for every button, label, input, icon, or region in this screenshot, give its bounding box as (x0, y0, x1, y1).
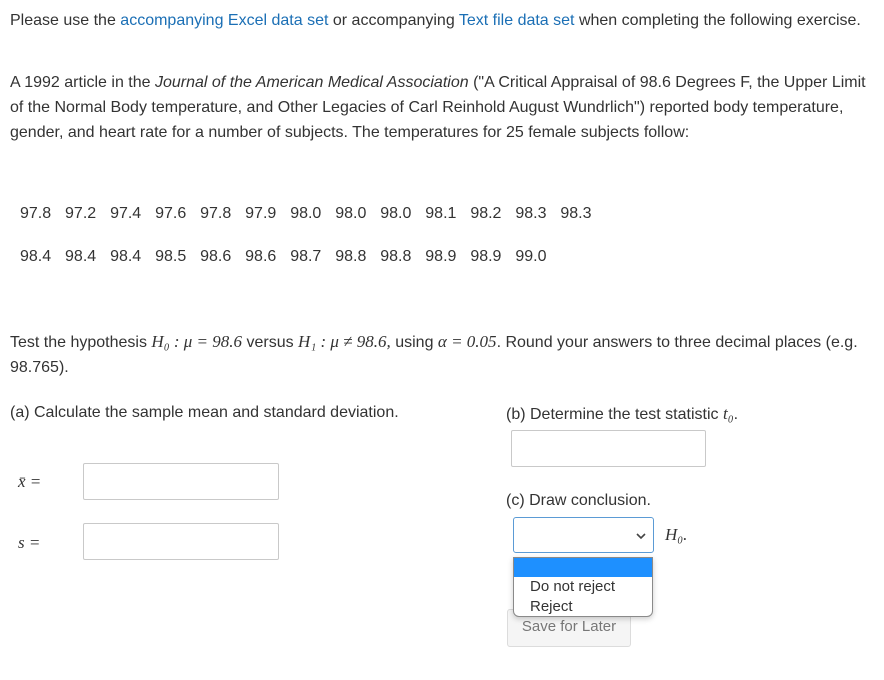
conclusion-select[interactable] (513, 517, 654, 553)
temperature-value: 98.4 (65, 248, 97, 265)
test-statistic-symbol: t₀ (722, 404, 734, 423)
s-label: s = (18, 533, 41, 552)
part-a-label: (a) Calculate the sample mean and standard deviation. (10, 404, 399, 421)
temperature-value: 98.4 (110, 248, 142, 265)
xbar-label: x̄ = (18, 472, 42, 491)
temperature-value: 98.0 (335, 205, 367, 222)
temperature-value: 98.6 (245, 248, 277, 265)
temperature-value: 97.8 (20, 205, 52, 222)
temperature-value: 97.6 (155, 205, 187, 222)
save-for-later-button[interactable]: Save for Later (507, 609, 631, 647)
problem-text-rest: ("A Critical Appraisal of 98.6 Degrees F, the Upper Limit of the Normal Body temperature, and Other Legacies of Carl Reinhold August Wundrlich") reported body temperature, gender, and heart rate for a number of subjects. The temperatures for 25 female subjects follow: (10, 74, 866, 141)
part-b-text: (b) Determine the test statistic (506, 406, 723, 423)
test-statistic-input[interactable] (511, 430, 706, 467)
hypothesis-text: Test the hypothesis (10, 334, 152, 351)
hypothesis-using: using (390, 334, 438, 351)
temperature-value: 97.4 (110, 205, 142, 222)
temperature-value: 98.2 (470, 205, 502, 222)
problem-paragraph (10, 70, 872, 145)
temperature-value: 98.9 (470, 248, 502, 265)
part-b-period: . (733, 406, 739, 423)
std-dev-input[interactable] (83, 523, 279, 560)
chevron-down-icon (636, 532, 646, 540)
data-row-2 (20, 248, 560, 266)
journal-name: Journal of the American Medical Association (154, 74, 469, 91)
problem-text-start: A 1992 article in the (10, 74, 155, 91)
temperature-value: 98.9 (425, 248, 457, 265)
option-do-not-reject[interactable]: Do not reject (530, 578, 616, 595)
alpha-value: α = 0.05 (437, 332, 497, 351)
temperature-value: 97.2 (65, 205, 97, 222)
temperature-value: 98.8 (380, 248, 412, 265)
temperature-value: 98.6 (200, 248, 232, 265)
part-b-label (506, 404, 738, 424)
intro-paragraph (10, 8, 872, 33)
alternative-hypothesis: H₁ : μ ≠ 98.6, (298, 332, 391, 351)
temperature-value: 99.0 (515, 248, 547, 265)
part-c-label: (c) Draw conclusion. (506, 492, 651, 509)
intro-text: Please use the (10, 12, 121, 29)
temperature-value: 98.1 (425, 205, 457, 222)
temperature-value: 98.0 (290, 205, 322, 222)
temperature-value: 98.8 (335, 248, 367, 265)
sample-mean-input[interactable] (83, 463, 279, 500)
temperature-value: 97.9 (245, 205, 277, 222)
temperature-value: 97.8 (200, 205, 232, 222)
option-reject[interactable]: Reject (530, 598, 573, 615)
temperature-value: 98.4 (20, 248, 52, 265)
temperature-value: 98.3 (515, 205, 547, 222)
data-row-1 (20, 205, 605, 223)
null-hypothesis: H₀ : μ = 98.6 (151, 332, 243, 351)
temperature-value: 98.7 (290, 248, 322, 265)
hypothesis-paragraph (10, 329, 872, 380)
text-file-data-link[interactable]: Text file data set (458, 12, 575, 29)
excel-data-link[interactable]: accompanying Excel data set (120, 12, 329, 29)
hypothesis-versus: versus (242, 334, 299, 351)
temperature-value: 98.3 (560, 205, 592, 222)
dropdown-empty-option-highlighted[interactable] (514, 558, 652, 577)
temperature-value: 98.5 (155, 248, 187, 265)
conclusion-dropdown-list (513, 557, 653, 617)
rounding-instruction: . Round your answers to three decimal places (e.g. 98.765). (10, 334, 858, 376)
intro-text-mid: or accompanying (328, 12, 459, 29)
intro-text-suffix: when completing the following exercise. (574, 12, 861, 29)
temperature-value: 98.0 (380, 205, 412, 222)
h0-after-select: H₀. (665, 525, 688, 544)
